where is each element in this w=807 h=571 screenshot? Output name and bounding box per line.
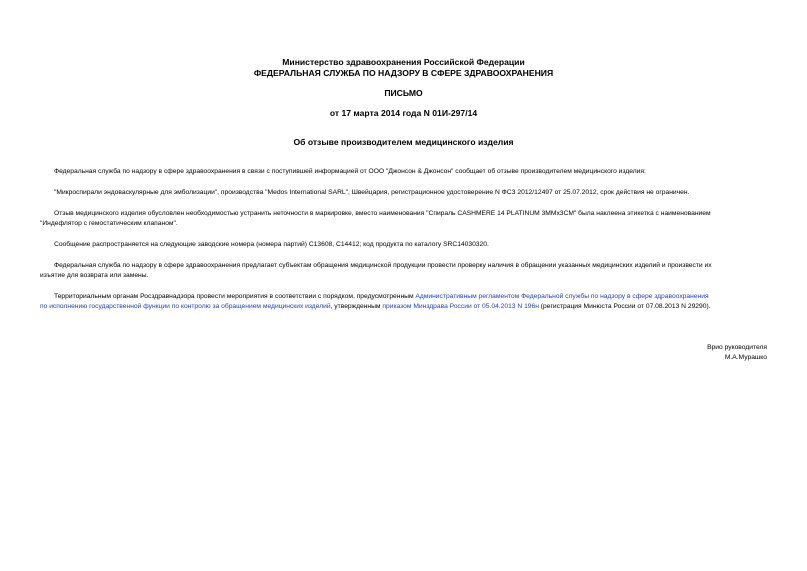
document-date-number: от 17 марта 2014 года N 01И-297/14 (329, 108, 478, 118)
document-type: ПИСЬМО (384, 88, 423, 98)
order-link[interactable]: приказом Минздрава России от 05.04.2013 N 196н (382, 303, 539, 310)
service-title: ФЕДЕРАЛЬНАЯ СЛУЖБА ПО НАДЗОРУ В СФЕРЕ ЗДРАВООХРАНЕНИЯ (253, 68, 554, 78)
paragraph-6-text-continued: , утвержденным (330, 303, 383, 310)
paragraph-2: "Микроспирали эндоваскулярные для эмболизации", производства "Medos International SARL", Швейцария, регистрационное удостоверение N ФСЗ 2012/12497 от 25.07.2012, срок действия не ограничен. (54, 189, 690, 196)
ministry-title: Министерство здравоохранения Российской Федерации (282, 57, 525, 67)
paragraph-6-line-2 (40, 302, 773, 311)
paragraph-5-line-1: Федеральная служба по надзору в сфере здравоохранения предлагает субъектам обращения медицинской продукции провести проверку наличия в обращении указанных медицинских изделий и произвести их (54, 262, 712, 269)
paragraph-3-line-2: "Индефлятор с гемостатическим клапаном". (40, 220, 178, 227)
paragraph-4: Сообщение распространяется на следующие заводские номера (номера партий) С13608, С14412; код продукта по каталогу SRC14030320. (54, 241, 489, 248)
paragraph-5-line-2: изъятие для возврата или замены. (40, 272, 149, 279)
regulation-link-continued[interactable]: по исполнению государственной функции по контролю за обращением медицинских изделий (40, 303, 331, 310)
signature-name: М.А.Мурашко (724, 354, 767, 361)
paragraph-6-line-1 (54, 292, 773, 301)
paragraph-3-line-1: Отзыв медицинского изделия обусловлен необходимостью устранить неточности в маркировке, вместо наименования "Спираль CASHMERE 14 PLATINUM 3MMx3CM" была наклеена этикетка с наименованием (54, 210, 711, 217)
document-subject: Об отзыве производителем медицинского изделия (293, 137, 514, 147)
paragraph-1: Федеральная служба по надзору в сфере здравоохранения в связи с поступившей информацией от ООО "Джонсон & Джонсон" сообщает об отзыве производителем медицинского изделия: (54, 168, 646, 175)
signature-position: Врио руководителя (707, 344, 767, 351)
paragraph-6-registration: (регистрация Минюста России от 07.08.2013 N 29290). (538, 303, 711, 310)
regulation-link[interactable]: Административным регламентом Федеральной службы по надзору в сфере здравоохранения (415, 293, 709, 300)
paragraph-6-text: Территориальным органам Росздравнадзора провести мероприятия в соответствии с порядком, предусмотренным (54, 293, 416, 300)
